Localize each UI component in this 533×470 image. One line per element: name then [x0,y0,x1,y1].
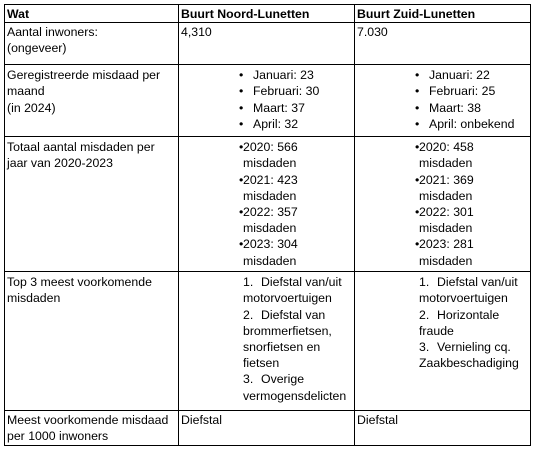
list-item [419,307,528,339]
list-text: motorvoertuigen [243,291,332,306]
list-item [419,339,528,371]
list-text: Horizontale [437,307,500,322]
zuid-monthly-list [355,65,531,137]
list-item [419,274,528,306]
list-item [243,307,352,372]
list-item: • 2023: 304 misdaden [243,236,343,268]
list-item: • Januari: 23 [243,67,352,83]
crime-comparison-table-wrapper [4,4,531,446]
list-text: Diefstal van/uit [261,275,342,290]
row-label: Top 3 meest voorkomende misdaden [5,272,179,411]
zuid-top3-list [355,272,531,411]
crime-comparison-table [4,4,531,446]
list-item: • Maart: 38 [419,100,528,116]
noord-value: Diefstal [179,411,355,445]
noord-top3-list [179,272,355,411]
list-text: fraude [419,323,454,338]
row-yearly [5,137,531,272]
list-number: 1. [243,275,254,290]
list-item [243,274,352,306]
list-item: • Januari: 22 [419,67,528,83]
list-text: vermogensdelicten [243,388,347,403]
list-text: Diefstal van [261,307,326,322]
list-text: Overige [261,372,305,387]
list-item: • 2023: 281 misdaden [419,236,519,268]
list-text: Zaakbeschadiging [419,356,519,371]
header-wat: Wat [5,5,179,23]
list-text: motorvoertuigen [419,291,508,306]
list-text: snorfietsen en [243,340,321,355]
list-item: • April: 32 [243,116,352,132]
list-item: • 2020: 458 misdaden [419,139,519,171]
row-label: Aantal inwoners: (ongeveer) [5,23,179,65]
noord-yearly-list [179,137,355,272]
list-text: fietsen [243,356,280,371]
list-item: • 2022: 357 misdaden [243,204,343,236]
row-per1000 [5,411,531,445]
header-zuid: Buurt Zuid-Lunetten [355,5,531,23]
header-noord: Buurt Noord-Lunetten [179,5,355,23]
row-monthly [5,65,531,137]
list-number: 3. [243,372,254,387]
row-label: Geregistreerde misdaad per maand (in 2024) [5,65,179,137]
list-item [243,371,352,403]
list-text: Vernieling cq. [437,340,511,355]
list-item: • 2021: 369 misdaden [419,172,519,204]
list-number: 1. [419,275,430,290]
list-number: 2. [243,307,254,322]
list-number: 3. [419,340,430,355]
zuid-value: 7.030 [355,23,531,65]
row-inhabitants [5,23,531,65]
noord-value: 4,310 [179,23,355,65]
list-item: • Maart: 37 [243,100,352,116]
list-text: Diefstal van/uit [437,275,518,290]
list-item: • 2021: 423 misdaden [243,172,343,204]
row-label: Meest voorkomende misdaad per 1000 inwoners [5,411,179,445]
zuid-value: Diefstal [355,411,531,445]
header-row [5,5,531,23]
row-top3 [5,272,531,411]
list-item: • 2020: 566 misdaden [243,139,343,171]
list-item: • Februari: 25 [419,83,528,99]
list-item: • Februari: 30 [243,83,352,99]
list-number: 2. [419,307,430,322]
zuid-yearly-list [355,137,531,272]
list-text: brommerfietsen, [243,323,332,338]
noord-monthly-list [179,65,355,137]
row-label: Totaal aantal misdaden per jaar van 2020-2023 [5,137,179,272]
list-item: • April: onbekend [419,116,528,132]
list-item: • 2022: 301 misdaden [419,204,519,236]
